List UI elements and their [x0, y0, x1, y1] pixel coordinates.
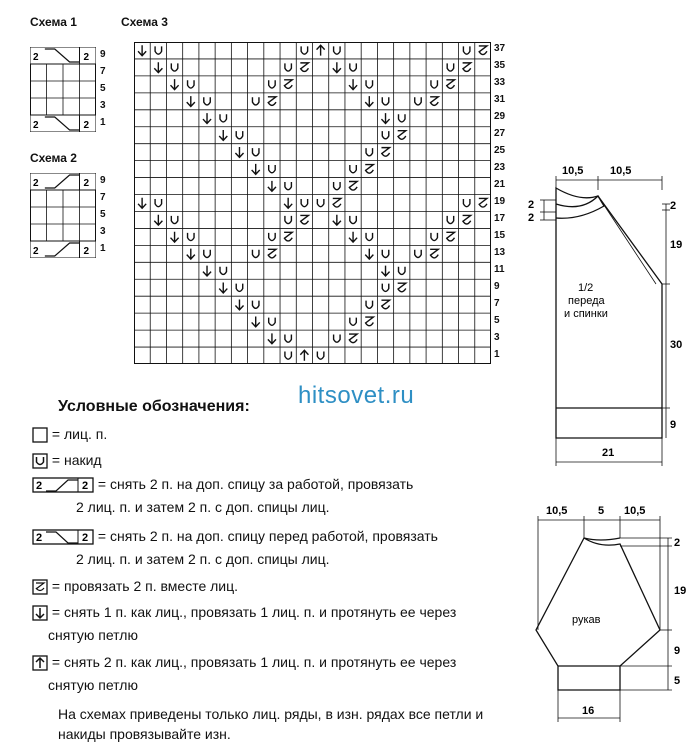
legend-ssk-text: = снять 1 п. как лиц., провязать 1 лиц. п. и протянуть ее через: [51, 604, 457, 620]
ssk-down-arrow-icon: [203, 266, 211, 276]
yarnover-icon: [366, 233, 372, 241]
k2tog-icon: [365, 317, 373, 326]
sleeve-label: рукав: [572, 614, 601, 626]
yarnover-icon: [285, 63, 291, 71]
yarnover-icon: [155, 46, 161, 54]
scheme3-row-label: 11: [494, 263, 505, 275]
legend-item-cable-front: [32, 528, 438, 545]
k2tog-icon: [333, 198, 341, 207]
yarnover-icon: [269, 80, 275, 88]
scheme3-row-label: 3: [494, 331, 500, 343]
scheme3-row-label: 15: [494, 229, 506, 241]
k2tog-icon: [463, 63, 471, 72]
k2tog-icon: [300, 215, 308, 224]
ssk-down-arrow-icon: [187, 249, 195, 259]
legend-item-cdd: [32, 654, 456, 671]
yarnover-icon: [220, 114, 226, 122]
legend-item-knit: [32, 426, 107, 443]
cable-num-right: 2: [83, 120, 90, 131]
yarnover-icon: [188, 233, 194, 241]
yarnover-icon: [334, 182, 340, 190]
legend-item-k2tog: [32, 578, 238, 595]
scheme3-row-label: 27: [494, 128, 506, 140]
scheme1-row-label: 7: [100, 65, 106, 77]
yarnover-icon: [317, 351, 323, 359]
sleeve-dim-width: 16: [582, 705, 595, 717]
ssk-down-arrow-icon: [381, 266, 389, 276]
k2tog-icon: [446, 80, 454, 89]
yarnover-icon: [463, 199, 469, 207]
yarnover-icon: [204, 250, 210, 258]
yarnover-icon: [350, 318, 356, 326]
scheme2-grid: [30, 173, 96, 258]
body-dim-top-right: 10,5: [610, 165, 632, 177]
body-dim-right-top: 2: [670, 200, 677, 212]
cdd-up-arrow-icon: [32, 655, 48, 671]
scheme3-grid: [134, 42, 491, 364]
legend-item-ssk: [32, 604, 456, 621]
k2tog-icon: [349, 334, 357, 343]
k2tog-icon: [479, 46, 487, 55]
ssk-down-arrow-icon: [138, 198, 146, 208]
cdd-up-arrow-icon: [300, 350, 308, 360]
ssk-down-arrow-icon: [171, 232, 179, 242]
scheme1-grid: [30, 47, 96, 132]
k2tog-icon: [446, 232, 454, 241]
k2tog-icon: [398, 131, 406, 140]
ssk-down-arrow-icon: [219, 283, 227, 293]
k2tog-icon: [300, 63, 308, 72]
legend-cable-front-text: = снять 2 п. на доп. спицу перед работой, провязать: [97, 528, 438, 544]
legend-k2tog-text: = провязать 2 п. вместе лиц.: [51, 578, 239, 594]
body-dim-body: 30: [670, 339, 683, 351]
body-label-back: и спинки: [564, 308, 608, 320]
scheme2-title: Схема 2: [30, 151, 77, 165]
ssk-down-arrow-icon: [268, 333, 276, 343]
yarnover-icon: [285, 351, 291, 359]
ssk-down-arrow-icon: [365, 249, 373, 259]
sleeve-pattern-diagram: [520, 498, 695, 738]
cable-num-left: 2: [33, 178, 39, 189]
yarnover-icon: [382, 97, 388, 105]
scheme3-row-label: 19: [494, 196, 506, 207]
yarnover-icon: [204, 97, 210, 105]
ssk-down-arrow-icon: [252, 316, 260, 326]
sleeve-dim-top-right: 10,5: [624, 505, 646, 517]
yarnover-icon: [334, 46, 340, 54]
k2tog-icon: [284, 232, 292, 241]
scheme3-row-label: 31: [494, 94, 506, 106]
yarnover-icon: [463, 46, 469, 54]
legend-cdd-text2: снятую петлю: [48, 677, 138, 693]
yarnover-icon: [32, 453, 48, 469]
scheme3-row-label: 5: [494, 314, 500, 326]
yarnover-icon: [285, 182, 291, 190]
yarnover-icon: [431, 80, 437, 88]
yarnover-icon: [399, 267, 405, 275]
yarnover-icon: [252, 97, 258, 105]
cable-front-num-left: 2: [36, 532, 43, 545]
ssk-down-arrow-icon: [268, 181, 276, 191]
yarnover-icon: [285, 335, 291, 343]
cable-num-right: 2: [83, 178, 90, 189]
ssk-down-arrow-icon: [235, 299, 243, 309]
legend-item-cable-back: [32, 476, 413, 493]
scheme2-row-label: 3: [100, 225, 106, 237]
scheme3-row-label: 25: [494, 145, 506, 157]
yarnover-icon: [350, 216, 356, 224]
scheme3-row-label: 21: [494, 179, 506, 191]
scheme3-row-label: 17: [494, 212, 506, 224]
legend-title: Условные обозначения:: [58, 398, 250, 415]
scheme3-row-label: 33: [494, 77, 506, 89]
cable-front-num-right: 2: [82, 532, 89, 545]
yarnover-icon: [252, 148, 258, 156]
k2tog-icon: [398, 283, 406, 292]
yarnover-icon: [188, 80, 194, 88]
sleeve-dim-top-mid: 5: [598, 505, 605, 517]
cdd-up-arrow-icon: [317, 45, 325, 55]
k2tog-icon: [284, 80, 292, 89]
body-label-half: 1/2: [578, 282, 594, 294]
sleeve-dim-raglan: 19: [674, 585, 687, 597]
scheme1-row-label: 9: [100, 48, 106, 60]
legend-knit-text: = лиц. п.: [51, 426, 108, 442]
yarnover-icon: [236, 284, 242, 292]
legend-ssk-text2: снятую петлю: [48, 627, 138, 643]
ssk-down-arrow-icon: [333, 62, 341, 72]
note-line2: накиды провязывайте изн.: [58, 726, 231, 742]
cable-num-right: 2: [83, 52, 90, 63]
cable-front-icon: [32, 529, 94, 545]
scheme3-row-label: 29: [494, 111, 506, 123]
k2tog-icon: [430, 249, 438, 258]
legend-cable-back-text2: 2 лиц. п. и затем 2 п. с доп. спицы лиц.: [76, 499, 330, 515]
k2tog-icon: [463, 215, 471, 224]
yarnover-icon: [301, 199, 307, 207]
yarnover-icon: [382, 250, 388, 258]
legend-cable-back-text: = снять 2 п. на доп. спицу за работой, провязать: [97, 476, 414, 492]
yarnover-icon: [431, 233, 437, 241]
body-dim-left-a: 2: [528, 199, 535, 211]
yarnover-icon: [236, 131, 242, 139]
ssk-down-arrow-icon: [203, 113, 211, 123]
scheme2-row-label: 1: [100, 242, 106, 254]
scheme1-row-label: 5: [100, 82, 106, 94]
ssk-down-arrow-icon: [333, 215, 341, 225]
scheme3-row-label: 23: [494, 162, 506, 174]
ssk-down-arrow-icon: [349, 79, 357, 89]
ssk-down-arrow-icon: [171, 79, 179, 89]
k2tog-icon: [430, 97, 438, 106]
sleeve-dim-top-left: 10,5: [546, 505, 568, 517]
scheme3-row-label: 37: [494, 43, 506, 55]
cable-back-num-left: 2: [36, 480, 43, 493]
yarnover-icon: [171, 63, 177, 71]
scheme1-row-label: 3: [100, 99, 106, 111]
scheme1-title: Схема 1: [30, 15, 77, 29]
ssk-down-arrow-icon: [284, 198, 292, 208]
sleeve-dim-cuff: 5: [674, 675, 681, 687]
body-label-front: переда: [568, 295, 605, 307]
k2tog-icon: [365, 165, 373, 174]
body-dim-top-left: 10,5: [562, 165, 584, 177]
yarnover-icon: [350, 165, 356, 173]
yarnover-icon: [252, 250, 258, 258]
yarnover-icon: [415, 97, 421, 105]
ssk-down-arrow-icon: [154, 215, 162, 225]
yarnover-icon: [366, 80, 372, 88]
body-dim-left-b: 2: [528, 212, 535, 224]
legend-item-yarnover: [32, 452, 102, 469]
scheme3-svg: [134, 42, 491, 364]
yarnover-icon: [171, 216, 177, 224]
k2tog-icon: [268, 97, 276, 106]
ssk-down-arrow-icon: [349, 232, 357, 242]
scheme1-svg: [30, 47, 96, 132]
legend-cable-front-text2: 2 лиц. п. и затем 2 п. с доп. спицы лиц.: [76, 551, 330, 567]
ssk-down-arrow-icon: [138, 45, 146, 55]
yarnover-icon: [334, 335, 340, 343]
yarnover-icon: [317, 199, 323, 207]
site-watermark: hitsovet.ru: [298, 382, 415, 409]
note-line1: На схемах приведены только лиц. ряды, в изн. рядах все петли и: [58, 706, 484, 722]
ssk-down-arrow-icon: [365, 96, 373, 106]
legend-cdd-text: = снять 2 п. как лиц., провязать 1 лиц. п. и протянуть ее через: [51, 654, 457, 670]
k2tog-icon: [268, 249, 276, 258]
yarnover-icon: [269, 233, 275, 241]
scheme3-title: Схема 3: [121, 15, 168, 29]
yarnover-icon: [350, 63, 356, 71]
body-dim-hem: 9: [670, 419, 677, 431]
cable-back-num-right: 2: [82, 480, 89, 493]
yarnover-icon: [382, 131, 388, 139]
cable-num-left: 2: [33, 246, 39, 257]
scheme3-row-label: 1: [494, 348, 500, 360]
cable-num-left: 2: [33, 120, 39, 131]
ssk-down-arrow-icon: [252, 164, 260, 174]
sleeve-dim-mid: 9: [674, 645, 681, 657]
body-dim-raglan: 19: [670, 239, 683, 251]
ssk-down-arrow-icon: [219, 130, 227, 140]
yarnover-icon: [447, 216, 453, 224]
knit-stitch-icon: [32, 427, 48, 443]
yarnover-icon: [269, 318, 275, 326]
yarnover-icon: [155, 199, 161, 207]
body-dim-width: 21: [602, 447, 615, 459]
scheme3-row-label: 9: [494, 280, 500, 292]
sleeve-dim-top: 2: [674, 537, 681, 549]
cable-num-right: 2: [83, 246, 90, 257]
yarnover-icon: [252, 301, 258, 309]
body-pattern-diagram: [520, 160, 695, 475]
scheme1-row-label: 1: [100, 116, 106, 128]
ssk-down-arrow-icon: [32, 605, 48, 621]
k2tog-icon: [479, 198, 487, 207]
yarnover-icon: [301, 46, 307, 54]
scheme2-row-label: 7: [100, 191, 106, 203]
yarnover-icon: [285, 216, 291, 224]
yarnover-icon: [220, 267, 226, 275]
k2tog-icon: [32, 579, 48, 595]
k2tog-icon: [381, 300, 389, 309]
legend-yarnover-text: = накид: [51, 452, 102, 468]
yarnover-icon: [382, 284, 388, 292]
yarnover-icon: [366, 148, 372, 156]
ssk-down-arrow-icon: [154, 62, 162, 72]
scheme2-row-label: 5: [100, 208, 106, 220]
sleeve-top-edge: [584, 538, 620, 540]
yarnover-icon: [415, 250, 421, 258]
ssk-down-arrow-icon: [381, 113, 389, 123]
yarnover-icon: [269, 165, 275, 173]
scheme2-row-label: 9: [100, 174, 106, 186]
scheme3-row-label: 7: [494, 297, 500, 309]
scheme3-row-label: 35: [494, 60, 506, 72]
ssk-down-arrow-icon: [235, 147, 243, 157]
yarnover-icon: [366, 301, 372, 309]
cable-back-icon: [32, 477, 94, 493]
k2tog-icon: [349, 182, 357, 191]
ssk-down-arrow-icon: [187, 96, 195, 106]
k2tog-icon: [381, 148, 389, 157]
cable-num-left: 2: [33, 52, 39, 63]
scheme3-row-label: 13: [494, 246, 506, 258]
scheme2-svg: [30, 173, 96, 258]
yarnover-icon: [447, 63, 453, 71]
yarnover-icon: [399, 114, 405, 122]
